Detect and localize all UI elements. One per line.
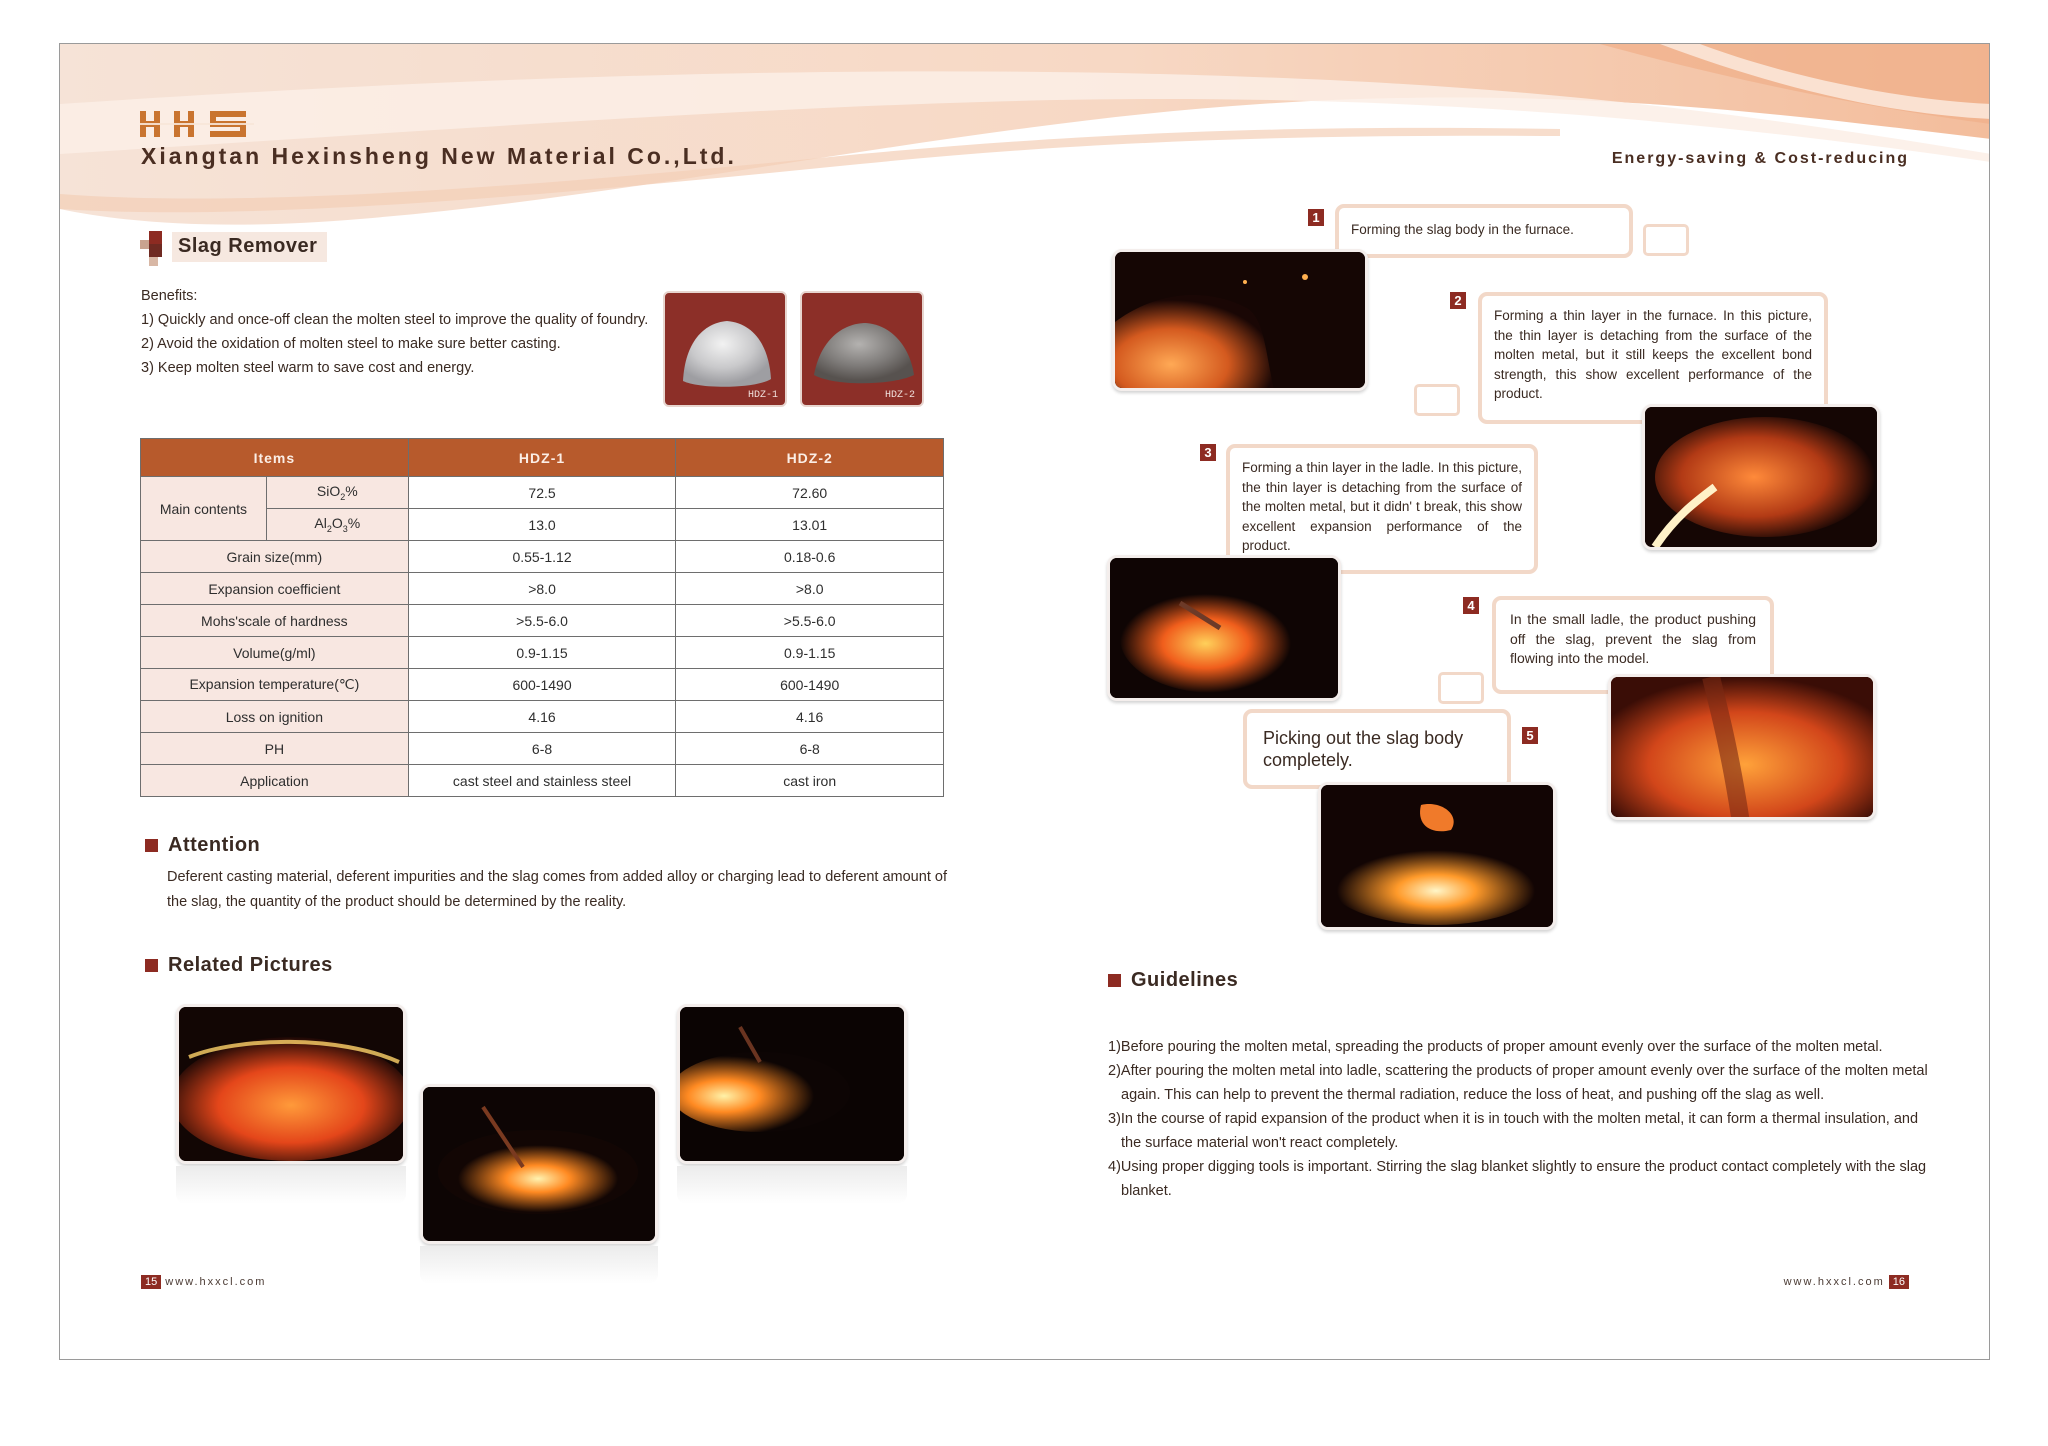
table-cell: 0.9-1.15 xyxy=(676,637,944,669)
photo-reflection xyxy=(176,1166,406,1204)
benefit-item: 1) Quickly and once-off clean the molten steel to improve the quality of foundry. xyxy=(141,312,649,328)
table-cell: 72.5 xyxy=(408,477,676,509)
table-cell: 4.16 xyxy=(408,701,676,733)
sample-photo-hdz2 xyxy=(800,291,924,407)
sample-label: HDZ-1 xyxy=(747,390,778,401)
table-cell: 0.55-1.12 xyxy=(408,541,676,573)
step-1-callout: Forming the slag body in the furnace. xyxy=(1335,204,1633,258)
table-cell: >8.0 xyxy=(676,573,944,605)
row-label: PH xyxy=(141,733,409,765)
company-name: Xiangtan Hexinsheng New Material Co.,Ltd. xyxy=(141,143,737,169)
table-cell: 0.9-1.15 xyxy=(408,637,676,669)
table-row xyxy=(141,637,944,669)
step-2-photo xyxy=(1642,404,1880,550)
row-label-sio2: SiO$_2$% xyxy=(266,477,408,509)
footer-website: www.hxxcl.com xyxy=(165,1276,267,1288)
page-number: 16 xyxy=(1889,1275,1909,1289)
step-badge: 4 xyxy=(1463,597,1479,614)
page-number: 15 xyxy=(141,1275,161,1289)
table-cell: >5.5-6.0 xyxy=(408,605,676,637)
table-cell: 600-1490 xyxy=(408,669,676,701)
table-row xyxy=(141,701,944,733)
guideline-item: 3)In the course of rapid expansion of the product when it is in touch with the molten metal, it can form a thermal insulation, and the surface material won't react completely. xyxy=(1108,1111,1919,1151)
spec-table xyxy=(140,438,944,797)
step-2-callout: Forming a thin layer in the furnace. In this picture, the thin layer is detaching from the surface of the molten metal, but it still keeps the excellent bond strength, this show excellent performance of the product. xyxy=(1478,292,1828,424)
table-header-cell: HDZ-1 xyxy=(408,439,676,477)
table-row xyxy=(141,669,944,701)
table-cell: 6-8 xyxy=(676,733,944,765)
guidelines-heading: Guidelines xyxy=(1108,969,1238,992)
table-cell: cast iron xyxy=(676,765,944,797)
row-label: Volume(g/ml) xyxy=(141,637,409,669)
guidelines-list xyxy=(1108,1035,1938,1203)
decorative-box xyxy=(1643,224,1689,256)
step-badge: 5 xyxy=(1522,727,1538,744)
table-header-cell: Items xyxy=(141,439,409,477)
benefits-list xyxy=(141,284,661,380)
step-badge: 2 xyxy=(1450,292,1466,309)
row-label-main-contents: Main contents xyxy=(141,477,267,541)
row-label: Loss on ignition xyxy=(141,701,409,733)
bullet-square-icon xyxy=(145,839,158,852)
decorative-box xyxy=(1438,672,1484,704)
table-cell: 13.01 xyxy=(676,509,944,541)
table-row xyxy=(141,573,944,605)
row-label: Mohs'scale of hardness xyxy=(141,605,409,637)
company-logo xyxy=(140,109,254,139)
attention-heading: Attention xyxy=(145,834,260,857)
step-4-callout: In the small ladle, the product pushing off the slag, prevent the slag from flowing into the model. xyxy=(1492,596,1774,694)
related-pictures-heading: Related Pictures xyxy=(145,954,333,977)
bullet-square-icon xyxy=(1108,974,1121,987)
bullet-square-icon xyxy=(145,959,158,972)
footer-right xyxy=(1784,1275,1909,1289)
table-cell: >5.5-6.0 xyxy=(676,605,944,637)
step-5-photo xyxy=(1318,782,1556,930)
benefits-heading: Benefits: xyxy=(141,288,198,304)
header-slogan: Energy-saving & Cost-reducing xyxy=(1611,150,1909,167)
related-photo xyxy=(677,1004,907,1164)
step-4-photo xyxy=(1608,674,1876,820)
footer-left xyxy=(141,1275,266,1289)
brochure-spread xyxy=(59,43,1990,1360)
table-cell: 13.0 xyxy=(408,509,676,541)
related-photo xyxy=(420,1084,658,1244)
step-5-callout: Picking out the slag body completely. xyxy=(1243,709,1511,789)
title-decoration-icon xyxy=(140,228,164,266)
guideline-item: 1)Before pouring the molten metal, spreading the products of proper amount evenly over the surface of the molten metal. xyxy=(1108,1039,1883,1055)
row-label: Expansion temperature(℃) xyxy=(141,669,409,701)
table-header-row xyxy=(141,439,944,477)
table-cell: >8.0 xyxy=(408,573,676,605)
table-row xyxy=(141,765,944,797)
attention-text: Deferent casting material, deferent impurities and the slag comes from added alloy or charging lead to deferent amount of the slag, the quantity of the product should be determined by the reality. xyxy=(167,869,947,910)
benefit-item: 2) Avoid the oxidation of molten steel to make sure better casting. xyxy=(141,336,561,352)
step-3-photo xyxy=(1107,555,1341,701)
row-label-al2o3: $Al_2O_3\%$ xyxy=(266,509,408,541)
related-photo xyxy=(176,1004,406,1164)
guideline-item: 2)After pouring the molten metal into ladle, scattering the products of proper amount evenly over the surface of the molten metal again. This can help to prevent the thermal radiation, reduce the loss of heat, and pushing off the slag as well. xyxy=(1108,1063,1928,1103)
table-row xyxy=(141,477,944,509)
row-label: Application xyxy=(141,765,409,797)
table-cell: 600-1490 xyxy=(676,669,944,701)
table-row xyxy=(141,541,944,573)
sample-photo-hdz1 xyxy=(663,291,787,407)
benefit-item: 3) Keep molten steel warm to save cost and energy. xyxy=(141,360,475,376)
photo-reflection xyxy=(677,1166,907,1204)
table-row xyxy=(141,733,944,765)
sample-label: HDZ-2 xyxy=(884,390,915,401)
table-header-cell: HDZ-2 xyxy=(676,439,944,477)
table-cell: 4.16 xyxy=(676,701,944,733)
step-badge: 1 xyxy=(1308,209,1324,226)
decorative-box xyxy=(1414,384,1460,416)
photo-reflection xyxy=(420,1246,658,1284)
row-label: Grain size(mm) xyxy=(141,541,409,573)
guideline-item: 4)Using proper digging tools is important. Stirring the slag blanket slightly to ensure the product contact completely with the slag blanket. xyxy=(1108,1159,1927,1199)
step-3-callout: Forming a thin layer in the ladle. In this picture, the thin layer is detaching from the surface of the molten metal, but it didn' t break, this show excellent expansion performance of the product. xyxy=(1226,444,1538,574)
row-label: Expansion coefficient xyxy=(141,573,409,605)
table-cell: 6-8 xyxy=(408,733,676,765)
product-title: Slag Remover xyxy=(172,232,327,262)
product-title-block xyxy=(140,227,327,267)
step-badge: 3 xyxy=(1200,444,1216,461)
footer-website: www.hxxcl.com xyxy=(1783,1276,1885,1288)
table-row xyxy=(141,605,944,637)
step-1-photo xyxy=(1112,249,1368,391)
table-cell: cast steel and stainless steel xyxy=(408,765,676,797)
table-cell: 0.18-0.6 xyxy=(676,541,944,573)
table-cell: 72.60 xyxy=(676,477,944,509)
